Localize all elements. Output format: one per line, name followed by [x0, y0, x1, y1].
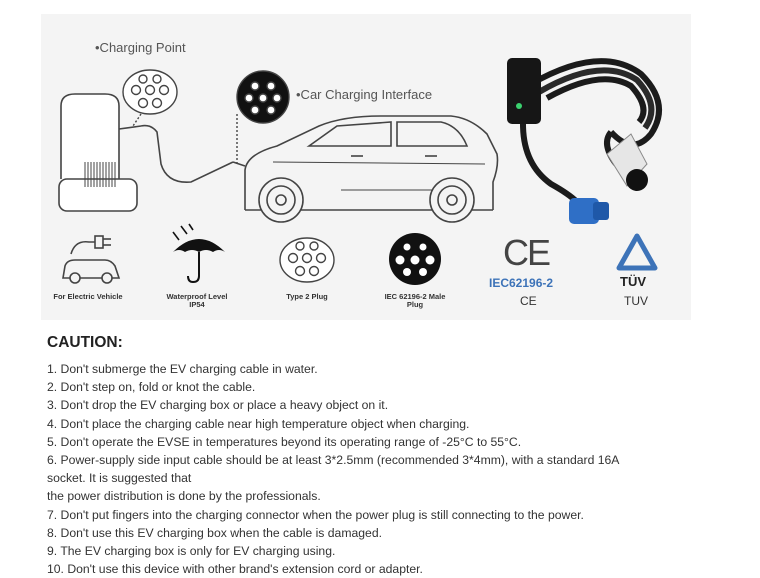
- caution-item: 2. Don't step on, fold or knot the cable.: [47, 380, 256, 395]
- caution-item: 5. Don't operate the EVSE in temperatures beyond its operating range of -25°C to 55°C.: [47, 434, 522, 449]
- type2-label: Type 2 Plug: [286, 292, 328, 301]
- car-interface-callout-icon: [237, 71, 289, 166]
- ce-label: CE: [520, 294, 537, 308]
- caution-item: 7. Don't put fingers into the charging connector when the power plug is still connecting to the power.: [47, 507, 584, 522]
- ce-mark: CE: [503, 232, 550, 273]
- tuv-triangle-icon: [619, 236, 655, 268]
- ev-car-icon: [63, 236, 119, 283]
- illustration: [41, 14, 691, 320]
- caution-item: 4. Don't place the charging cable near high temperature object when charging.: [47, 416, 470, 431]
- iec-plug-label: IEC 62196-2 Male Plug: [384, 292, 446, 309]
- iec-male-plug-icon: [389, 233, 441, 285]
- caution-item: 8. Don't use this EV charging box when the cable is damaged.: [47, 525, 382, 540]
- caution-list: [47, 360, 737, 578]
- caution-item: the power distribution is done by the professionals.: [47, 489, 321, 504]
- charging-point-socket-icon: [123, 70, 177, 126]
- car-outline-icon: [233, 116, 498, 222]
- charging-point-label: •Charging Point: [95, 40, 186, 55]
- tuv-mark: TÜV: [620, 274, 646, 289]
- caution-item: socket. It is suggested that: [47, 471, 192, 486]
- umbrella-icon: [173, 224, 225, 282]
- caution-item: 1. Don't submerge the EV charging cable in water.: [47, 362, 318, 376]
- caution-item: 3. Don't drop the EV charging box or place a heavy object on it.: [47, 398, 389, 413]
- ev-car-label: For Electric Vehicle: [53, 292, 123, 301]
- type2-plug-icon: [280, 238, 334, 282]
- caution-section: [47, 333, 737, 578]
- tuv-label: TUV: [624, 294, 648, 308]
- car-interface-label: •Car Charging Interface: [296, 87, 433, 102]
- caution-item: 9. The EV charging box is only for EV charging using.: [47, 544, 336, 559]
- waterproof-label: Waterproof Level IP54: [166, 292, 228, 309]
- caution-item: 6. Power-supply side input cable should be at least 3*2.5mm (recommended 3*4mm), with a standard 16A: [47, 453, 620, 468]
- caution-title: CAUTION:: [47, 334, 123, 351]
- iec-standard-label: IEC62196-2: [489, 276, 554, 290]
- caution-item: 10. Don't use this device with other brand's extension cord or adapter.: [47, 562, 423, 577]
- portable-charger-icon: [507, 58, 659, 224]
- product-figure: [41, 14, 691, 320]
